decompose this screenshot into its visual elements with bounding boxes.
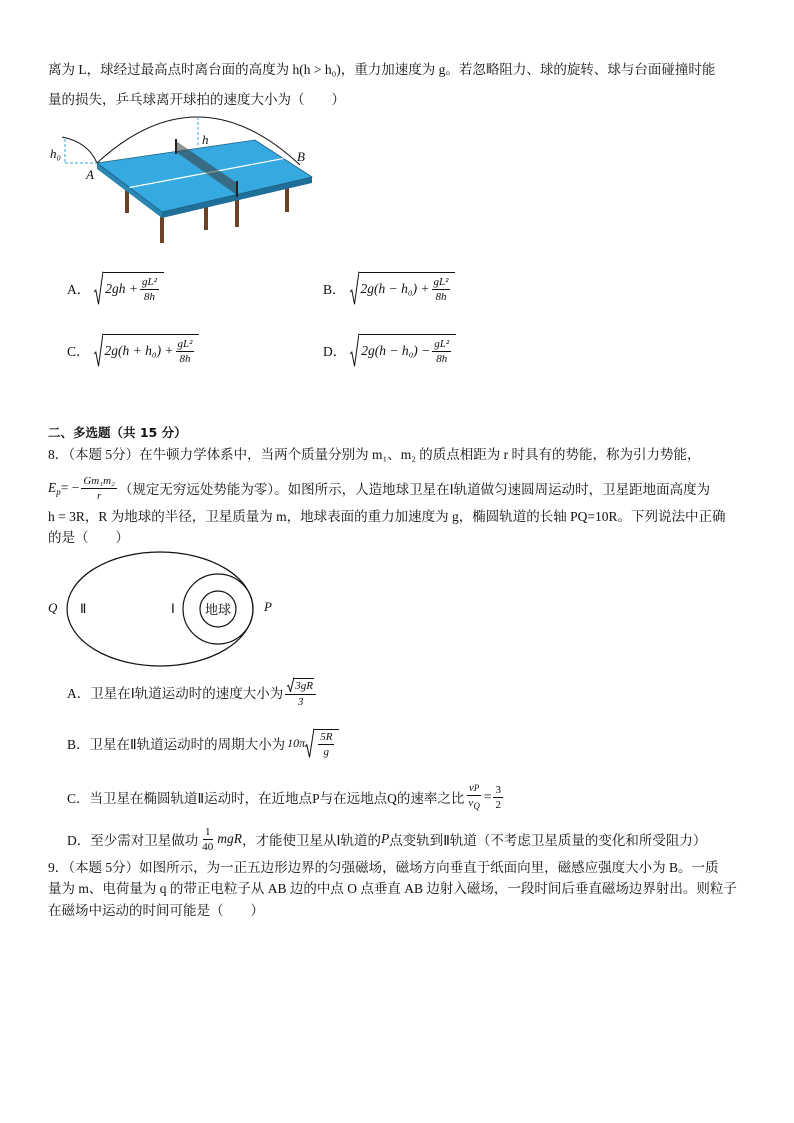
radical-sign-icon bbox=[350, 271, 359, 305]
q7-option-b[interactable] bbox=[323, 271, 455, 305]
numerator: gL² bbox=[434, 337, 450, 350]
fraction bbox=[432, 276, 451, 303]
denominator: 8h bbox=[436, 352, 448, 365]
denominator: $v_Q$ bbox=[468, 797, 480, 811]
option-text: 当卫星在椭圆轨道Ⅱ运动时，在近地点P与在远地点Q的速率之比 bbox=[89, 791, 465, 806]
option-text: 卫星在Ⅰ轨道运动时的速度大小为 bbox=[90, 686, 284, 701]
option-label: A． bbox=[67, 686, 91, 701]
denominator: 8h bbox=[179, 352, 191, 365]
numerator: 3 bbox=[495, 783, 501, 796]
fraction bbox=[432, 338, 451, 365]
q8-text-line-2-rest: （规定无穷远处势能为零）。如图所示，人造地球卫星在Ⅰ轨道做匀速圆周运动时，卫星距地面高度为 bbox=[118, 482, 711, 497]
q7-option-d[interactable] bbox=[323, 333, 456, 367]
label-point-a: A bbox=[86, 167, 94, 182]
numerator bbox=[285, 677, 316, 695]
denominator: g bbox=[323, 745, 330, 758]
label-orbit-ii: Ⅱ bbox=[80, 601, 87, 616]
label-point-b: B bbox=[297, 149, 305, 164]
numerator: Gm₁m₂ bbox=[83, 474, 115, 487]
coefficient: 10π bbox=[287, 735, 306, 750]
radical-sign-icon bbox=[287, 677, 294, 692]
radicand-text: 2gh + bbox=[105, 281, 138, 296]
potential-energy-symbol: $E_p$ bbox=[48, 479, 61, 497]
q9-text-line-1: 9．（本题 5分）如图所示，为一正五边形边界的匀强磁场，磁场方向垂直于纸面向里，磁感应强度大小为 B。一质 bbox=[48, 860, 719, 875]
label-h0: h₀ bbox=[50, 146, 62, 161]
q8-option-b[interactable] bbox=[67, 727, 339, 759]
fraction bbox=[176, 338, 195, 365]
option-label: A． bbox=[67, 282, 91, 297]
radicand-text: 2g(h + h₀) + bbox=[104, 343, 174, 358]
denominator: 8h bbox=[435, 290, 447, 303]
fraction bbox=[318, 731, 334, 758]
numerator: gL² bbox=[433, 275, 449, 288]
ratio-value-fraction bbox=[493, 784, 503, 811]
option-label: C． bbox=[67, 791, 90, 806]
radicand-text: 2g(h − h₀) − bbox=[361, 343, 431, 358]
numerator: 5R bbox=[320, 730, 333, 743]
q8-text-line-2 bbox=[48, 474, 710, 502]
sqrt-expression bbox=[94, 333, 200, 368]
radical-sign-icon bbox=[94, 271, 103, 305]
label-h: h bbox=[202, 132, 209, 147]
option-label: B． bbox=[323, 282, 346, 297]
table-top bbox=[97, 140, 312, 212]
option-label: C． bbox=[67, 344, 90, 359]
ping-pong-table-figure bbox=[48, 112, 318, 247]
sqrt-expression bbox=[305, 728, 339, 759]
denominator: 8h bbox=[143, 290, 155, 303]
section-title: 二、多选题（共 15 分） bbox=[48, 425, 187, 440]
option-text: 卫星在Ⅱ轨道运动时的周期大小为 bbox=[89, 737, 286, 752]
radical-sign-icon bbox=[350, 333, 359, 367]
numerator: gL² bbox=[142, 275, 157, 288]
q9-text-line-2: 量为 m、电荷量为 q 的带正电粒子从 AB 边的中点 O 点垂直 AB 边射入磁场，一段时间后垂直磁场边界射出。则粒子 bbox=[48, 881, 737, 896]
label-orbit-i: Ⅰ bbox=[171, 601, 175, 616]
q8-option-d[interactable] bbox=[67, 825, 706, 853]
option-text: ，才能使卫星从Ⅰ轨道的 bbox=[242, 833, 381, 848]
fraction bbox=[285, 677, 316, 708]
sqrt-expression bbox=[94, 271, 164, 306]
label-point-q: Q bbox=[48, 600, 58, 615]
option-label: D． bbox=[67, 833, 91, 848]
numerator: gL² bbox=[177, 337, 193, 350]
q8-option-a[interactable] bbox=[67, 676, 318, 708]
numerator: v P bbox=[468, 782, 480, 794]
q7-text-line-1: 离为 L，球经过最高点时离台面的高度为 h(h > h₀)，重力加速度为 g。若忽略阻力、球的旋转、球与台面碰撞时能 bbox=[48, 62, 716, 77]
radicand-text: 2g(h − h₀) + bbox=[360, 281, 430, 296]
fraction bbox=[200, 826, 215, 853]
denominator: 40 bbox=[202, 840, 214, 853]
q8-option-c[interactable] bbox=[67, 781, 505, 813]
q7-option-c[interactable] bbox=[67, 333, 199, 367]
label-point-p: P bbox=[264, 599, 272, 614]
velocity-ratio-fraction bbox=[466, 782, 481, 812]
option-label: D． bbox=[323, 344, 347, 359]
numerator: 1 bbox=[205, 825, 211, 838]
q7-text-line-2: 量的损失，乒乓球离开球拍的速度大小为（ ） bbox=[48, 92, 345, 107]
orbit-figure bbox=[40, 546, 290, 674]
option-label: B． bbox=[67, 737, 90, 752]
sqrt-expression bbox=[350, 271, 456, 306]
option-text: 点变轨到Ⅱ轨道（不考虑卫星质量的变化和所受阻力） bbox=[389, 833, 707, 848]
denominator: 3 bbox=[297, 695, 304, 708]
q9-text-line-3: 在磁场中运动的时间可能是（ ） bbox=[48, 903, 264, 918]
q8-text-line-3: h = 3R，R 为地球的半径，卫星质量为 m，地球表面的重力加速度为 g，椭圆轨道的长轴 PQ=10R。下列说法中正确 bbox=[48, 509, 726, 524]
q8-text-line-1: 8．（本题 5分）在牛顿力学体系中，当两个质量分别为 m₁、m₂ 的质点相距为 r 时具有的势能，称为引力势能， bbox=[48, 447, 701, 462]
radicand-text: 3gR bbox=[295, 679, 313, 692]
ball-incoming-arc bbox=[62, 137, 97, 163]
sqrt-expression bbox=[287, 677, 314, 693]
point-p-symbol: P bbox=[380, 831, 390, 846]
q8-text-line-4: 的是（ ） bbox=[48, 530, 129, 545]
denominator: r bbox=[96, 489, 102, 502]
sqrt-expression bbox=[350, 333, 456, 368]
fraction bbox=[140, 276, 159, 303]
equals-sign: = bbox=[483, 789, 492, 804]
equals-sign: = − bbox=[60, 480, 80, 495]
denominator: 2 bbox=[495, 798, 501, 811]
potential-energy-fraction bbox=[81, 475, 116, 502]
radical-sign-icon bbox=[94, 333, 103, 367]
radical-sign-icon bbox=[305, 728, 314, 758]
work-expression: mgR bbox=[217, 831, 242, 846]
label-earth: 地球 bbox=[204, 602, 232, 617]
q7-option-a[interactable] bbox=[67, 271, 164, 305]
option-text: 至少需对卫星做功 bbox=[90, 833, 199, 848]
